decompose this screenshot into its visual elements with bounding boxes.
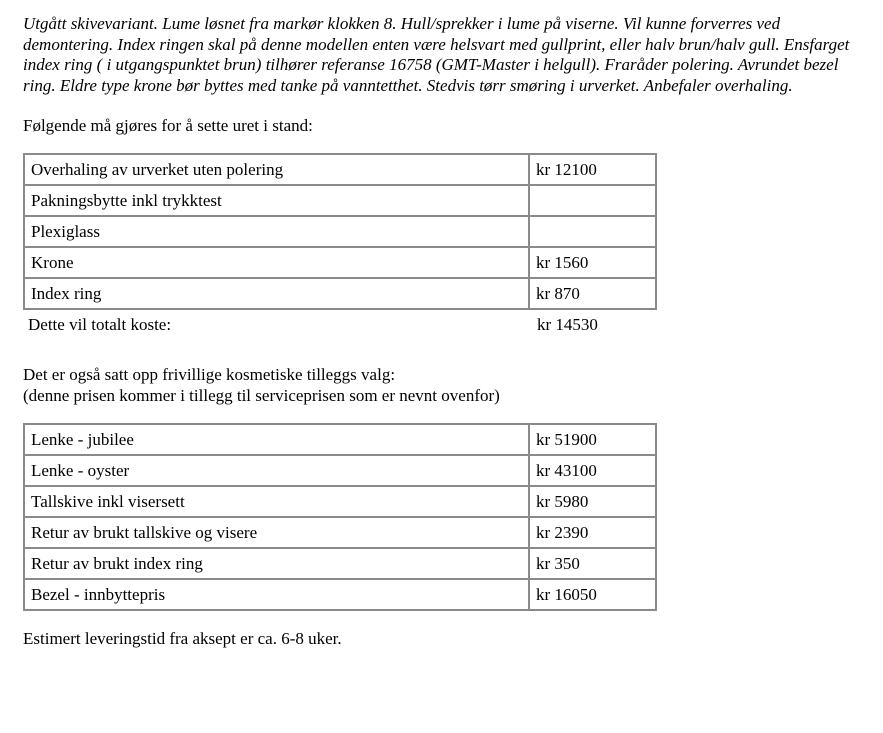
service-item-price: kr 1560 [530, 248, 655, 279]
extra-item-label: Bezel - innbyttepris [25, 580, 530, 609]
service-item-label: Overhaling av urverket uten polering [25, 155, 530, 186]
extra-item-label: Lenke - jubilee [25, 425, 530, 456]
service-item-price: kr 870 [536, 283, 580, 303]
extra-item-label: Lenke - oyster [25, 456, 530, 487]
service-item-price [530, 217, 655, 248]
service-item-price [530, 186, 655, 217]
service-item-label: Index ring [25, 279, 530, 308]
extra-item-price: kr 51900 [530, 425, 655, 456]
extra-item-price: kr 350 [530, 549, 655, 580]
extra-item-label: Retur av brukt tallskive og visere [25, 518, 530, 549]
table-row [25, 456, 655, 487]
service-item-label: Pakningsbytte inkl trykktest [25, 186, 530, 217]
table-row [25, 186, 655, 217]
total-row [23, 313, 863, 337]
extras-heading [23, 364, 863, 406]
table-row [25, 279, 655, 308]
total-label: Dette vil totalt koste: [28, 315, 172, 334]
table-row [25, 580, 655, 609]
intro-text: Utgått skivevariant. Lume løsnet fra markør klokken 8. Hull/sprekker i lume på viserne. Vil kunne forverres ved demontering. Index ringen skal på denne modellen enten være helsvart med gullprint, eller halv brun/halv gull. Ensfarget index ring ( i utgangspunktet brun) tilhører referanse 16758 (GMT-Master i helgull). Fraråder polering. Avrundet bezel ring. Eldre type krone bør byttes med tanke på vanntetthet. Stedvis tørr smøring i urverket. Anbefaler overhaling. [23, 14, 850, 95]
table-row [25, 487, 655, 518]
extra-item-price: kr 16050 [536, 584, 597, 604]
delivery-estimate: Estimert leveringstid fra aksept er ca. 6-8 uker. [23, 629, 342, 648]
table-row [25, 155, 655, 186]
service-table [23, 153, 657, 310]
service-heading: Følgende må gjøres for å sette uret i stand: [23, 116, 313, 135]
extras-heading-line1: Det er også satt opp frivillige kosmetiske tilleggs valg: [23, 365, 396, 384]
extra-item-label: Retur av brukt index ring [25, 549, 530, 580]
total-value: kr 14530 [537, 315, 598, 334]
table-row [25, 248, 655, 279]
service-item-price: kr 12100 [530, 155, 655, 186]
extra-item-price: kr 43100 [530, 456, 655, 487]
extra-item-label: Tallskive inkl visersett [25, 487, 530, 518]
service-item-label: Plexiglass [25, 217, 530, 248]
extras-table [23, 423, 657, 611]
table-row [25, 425, 655, 456]
service-item-label: Krone [25, 248, 530, 279]
table-row [25, 217, 655, 248]
table-row [25, 549, 655, 580]
extras-heading-line2: (denne prisen kommer i tillegg til serviceprisen som er nevnt ovenfor) [23, 386, 500, 405]
extra-item-price: kr 5980 [530, 487, 655, 518]
extra-item-price: kr 2390 [530, 518, 655, 549]
table-row [25, 518, 655, 549]
document [23, 14, 863, 649]
